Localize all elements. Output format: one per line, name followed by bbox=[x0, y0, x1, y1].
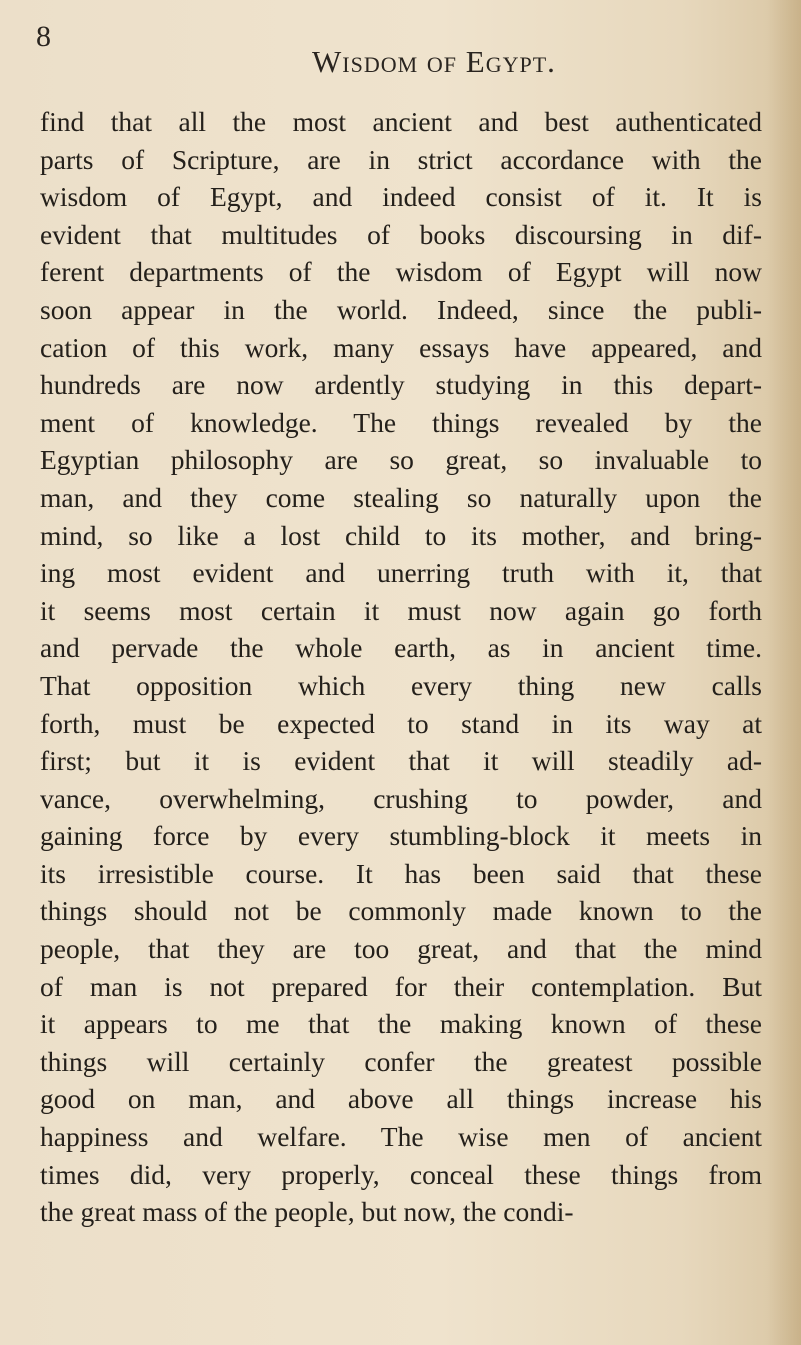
text-line: wisdom of Egypt, and indeed consist of it. It is bbox=[40, 181, 762, 213]
text-line: good on man, and above all things increase his bbox=[40, 1083, 762, 1115]
text-line: the great mass of the people, but now, the condi- bbox=[40, 1196, 574, 1228]
text-line: happiness and welfare. The wise men of ancient bbox=[40, 1121, 762, 1153]
text-line: ing most evident and unerring truth with it, that bbox=[40, 557, 762, 589]
text-line: it appears to me that the making known of these bbox=[40, 1008, 762, 1040]
text-line: gaining force by every stumbling-block it meets in bbox=[40, 820, 762, 852]
text-line: its irresistible course. It has been said that these bbox=[40, 857, 762, 889]
text-line: mind, so like a lost child to its mother, and bring- bbox=[40, 519, 762, 551]
text-line: people, that they are too great, and that the mind bbox=[40, 933, 762, 965]
text-line: it seems most certain it must now again go forth bbox=[40, 594, 762, 626]
text-line: things should not be commonly made known to the bbox=[40, 895, 762, 927]
text-line: find that all the most ancient and best authenticated bbox=[40, 106, 762, 137]
text-line: parts of Scripture, are in strict accordance with the bbox=[40, 143, 762, 175]
text-line: vance, overwhelming, crushing to powder, and bbox=[40, 782, 762, 814]
text-line: first; but it is evident that it will steadily ad- bbox=[40, 745, 762, 777]
page-number: 8 bbox=[36, 20, 51, 53]
text-line: ment of knowledge. The things revealed by the bbox=[40, 406, 762, 438]
text-line: forth, must be expected to stand in its way at bbox=[40, 707, 762, 739]
text-line: times did, very properly, conceal these things from bbox=[40, 1158, 762, 1190]
text-line: hundreds are now ardently studying in this depart- bbox=[40, 369, 762, 401]
text-line: of man is not prepared for their contemplation. But bbox=[40, 970, 762, 1002]
body-paragraph bbox=[40, 103, 762, 1231]
text-line: and pervade the whole earth, as in ancient time. bbox=[40, 632, 762, 664]
text-line: things will certainly confer the greatest possible bbox=[40, 1045, 762, 1077]
text-line: That opposition which every thing new calls bbox=[40, 669, 762, 701]
running-title: Wisdom of Egypt. bbox=[312, 44, 556, 79]
text-line: ferent departments of the wisdom of Egypt will now bbox=[40, 256, 762, 288]
page-edge-shadow bbox=[767, 0, 801, 1345]
text-line: cation of this work, many essays have appeared, and bbox=[40, 331, 762, 363]
text-line: evident that multitudes of books discoursing in dif- bbox=[40, 218, 762, 250]
text-line: man, and they come stealing so naturally upon the bbox=[40, 481, 762, 513]
text-line: Egyptian philosophy are so great, so invaluable to bbox=[40, 444, 762, 476]
text-line: soon appear in the world. Indeed, since the publi- bbox=[40, 293, 762, 325]
